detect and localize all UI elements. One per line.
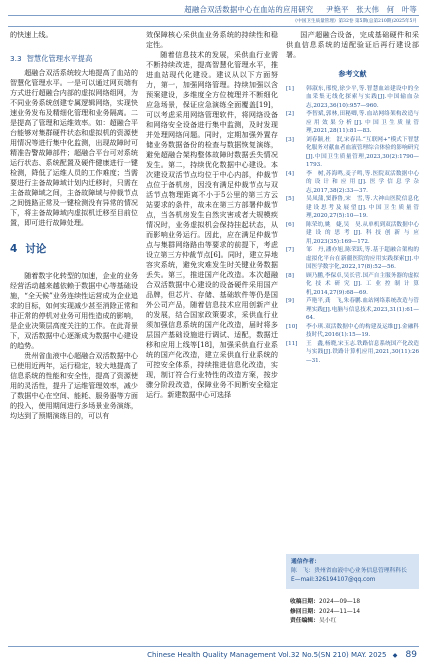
reference-text: 李小琪.双活数据中心的构建及运维[J].金融科技时代,2016(1):15—19. xyxy=(306,323,419,339)
reference-item xyxy=(286,136,419,170)
reference-text: 顾乃鹏,李保卓,吴长营.国产自主服务器的虚拟化技术研究[J].工业控制计算机,2014,27(9):68—69. xyxy=(306,272,419,296)
body-paragraph: 随着信息技术的发展，采供血行业需不断持续改进，提高智慧化管理水平，推进血站现代化建设。建议从以下方面努力，第一，加强网络管理。持续加强以含预案建设，多维度全方位梳理并不断细化应急场景，保证应急演练全面覆盖[19]，可以考虑采用网络管理软件，将网络设备和网络安全设备进行集中监测，及时发现并处理网络问题。同时，定期加强外置存储业务数据备份的检查与数据恢复演练，避免超融合架构整体故障时数据丢失情况发生。第二，持续优化数据中心建设。本次建设双活节点均位于中心内部，仲裁节点位于备机房，因没有满足仲裁节点与双活节点物理距离不小于5公里的第三方云站要求的条件，故未在第三方部署仲裁节点，当各机房发生自然灾害或者大规模疾情况时，业务虚拟机会保持挂起状态，从而影响业务运行。因此，应在满足仲裁节点与集群网络路由等要求的前提下，考虑设立第三方仲裁节点[6]。同时，建立异地容灾系统，避免灾难发生时关键业务数据丢失。第三，推进国产化改造。本次超融合双活数据中心建设的设备硬件采用国产品牌，但芯片、存储、基础软件等仍是国外公司产品，随着信息技术应用创新产业的发展，结合国家政策要求，采供血行业须加强信息系统的国产化改造，届时将多层国产基础设施进行调试、适配，数据迁移和应用上线等[18]，加强采供血行业系统的国产化改造，建立采供血行业系统的可控安全体系，持续推进信息化改造，实现，制订符合行业特性的改造方案，按步骤分阶段改造，保障业务不间断安全稳定运行。新建数据中心可选择 xyxy=(146,50,278,399)
references-heading: 参考文献 xyxy=(338,70,367,78)
references-list xyxy=(286,85,419,366)
reference-number: [2] xyxy=(286,111,294,118)
reference-text: 邹 丹,潘亦旭,陈荣跃,等.基于超融合架构的虚拟化平台在新疆医院的应用实践探索[J].中国医学数字化,2022,17(8):52—56. xyxy=(306,247,419,271)
reference-text: 李智斌,郭林,田秘卿,等.血站网络架构改造与应用效果分析[J].中国卫生质量管理,2021,28(11):81—83. xyxy=(306,111,419,135)
right-column xyxy=(286,30,419,365)
reference-number: [9] xyxy=(286,298,294,305)
subsection-heading xyxy=(10,54,138,64)
article-title: 超融合双活数据中心在血站的应用研究 xyxy=(184,5,314,14)
body-paragraph: 贵州省血液中心超融合双活数据中心已使用近两年，运行稳定，较大地提高了信息系统的性能和安全性，提高了资源使用的灵活性，提升了运维管理效率，减少了数据中心在空间、能耗、服务器等方面的投入，使用期间进行多场景业务演练，均达到了预期演练目的，可以有 xyxy=(10,351,138,421)
body-paragraph: 超融合双活系统较大地提高了血站的智慧化管理水平。一是可以通过网页端有方式进行超融合内部的虚拟网络组网，为不同业务系统创建专属逻辑网络，实现快速业务发布及精细化管理和业务隔离。二是提高了管理和运维效率。如：超融合平台能够对集群硬件状态和虚拟机的资源使用情况等进行集中化监测，出现故障时可精准告警故障部件；超融合平台可对系统运行状态、系统配置及硬件健康进行一键检测，降低了运维人员的工作难度；当需要进行主备故障域计划内迁移时，只需在主备故障域之间，主备故障域与仲裁节点之间链路正常及一键检测没有异常的情况下，将主备故障域内虚拟机迁移至目前位置，即可进行故障处理。 xyxy=(10,68,138,228)
footer-journal: Chinese Health Quality Management xyxy=(147,651,276,659)
reference-number: [4] xyxy=(286,170,294,177)
reference-item xyxy=(286,221,419,247)
reference-number: [10] xyxy=(286,323,298,330)
reference-number: [6] xyxy=(286,221,294,228)
body-paragraph: 的快速上线。 xyxy=(10,30,53,39)
corresponding-author-box xyxy=(286,554,419,589)
footer-rule xyxy=(8,646,419,647)
article-authors: 尹艳平 张大伟 何 叶等 xyxy=(325,5,417,14)
contact-email[interactable]: E—mail:326194107@qq.com xyxy=(291,576,376,583)
reference-number: [8] xyxy=(286,272,294,279)
footer-volume: Vol.32 No.5(SN 210) xyxy=(278,651,349,659)
section-heading xyxy=(10,242,138,257)
body-paragraph: 效保障核心采供血业务系统的持续性和稳定性。 xyxy=(146,30,278,49)
reference-item xyxy=(286,170,419,196)
reference-text: 芦艳平,龚 飞,朱春鹏.血站网络系统改造与管理实践[J].电脑与信息技术,2023,31(1):61—64. xyxy=(306,298,419,322)
reference-item xyxy=(286,340,419,366)
reference-text: 刘春颖,杜 泯,宋春昌.“互联网+”模式下智慧化服务对献血者血液管理综合体验的影响研究[J].中国卫生质量管理,2023,30(2):1790—1793. xyxy=(306,136,419,169)
page-footer xyxy=(147,650,417,660)
reference-item xyxy=(286,246,419,272)
reference-number: [7] xyxy=(286,247,294,254)
running-title xyxy=(184,4,417,15)
contact-author: 陈 飞：贵州省血液中心业务信息管理科科长 xyxy=(291,567,407,574)
reference-text: 韩淑东,邢悦,徐少平,等.智慧血站建设中的全血采集无线化探索与实践[J].中国输血杂志,2023,36(10):957—960. xyxy=(306,85,419,109)
journal-reference: 《中国卫生质量管理》第32卷 第5期(总第210期)2025年5月 xyxy=(292,19,417,24)
reference-number: [5] xyxy=(286,196,294,203)
page-number: 89 xyxy=(405,650,417,660)
subsection-number: 3.3 xyxy=(10,54,22,63)
reference-item xyxy=(286,323,419,340)
reference-item xyxy=(286,297,419,323)
left-column xyxy=(10,30,138,421)
reference-item xyxy=(286,110,419,136)
section-number: 4 xyxy=(10,243,18,256)
date-received: 收稿日期：2024—09—18 xyxy=(290,599,361,605)
reference-text: 王 鑫,杨晓,宋玉志.铁路信息系统国产化改造与实践[J].铁路计算机应用,2021,30(11):26—31. xyxy=(306,340,419,364)
editorial-dates xyxy=(290,598,419,627)
contact-title: 通信作者： xyxy=(291,559,320,565)
reference-text: 吴凤蒲,窦静鲁,宋 雪,等.大神山医院信息化建设思考及展望[J].中国卫生质量管理,2020,27(5):10—19. xyxy=(306,196,419,220)
reference-item xyxy=(286,85,419,111)
diamond-icon: ◆ xyxy=(392,652,398,659)
date-revised: 修回日期：2024—11—14 xyxy=(290,608,361,615)
reference-item xyxy=(286,195,419,221)
section-title: 讨论 xyxy=(25,243,47,256)
reference-number: [1] xyxy=(286,85,294,92)
middle-column xyxy=(146,30,278,400)
header-rule-secondary xyxy=(8,26,419,27)
reference-item xyxy=(286,272,419,298)
subsection-title: 智慧化管理水平提高 xyxy=(26,54,93,63)
reference-text: 陈荣幼,姚 婕,吴 昊.从单机到双活数据中心建设的思考[J].科技创新与应用,2023(35):169—172. xyxy=(306,221,419,245)
responsible-editor: 责任编辑：吴小红 xyxy=(290,618,337,625)
reference-text: 李 树,苏海鸣,麦子鸣,等.医院双活数据中心的设计和应用[J].医学信息学杂志,2017,38(2):33—37. xyxy=(306,170,419,194)
body-paragraph: 国产超融合设备，完成基础硬件和采供血信息系统的适配验证后再行建设部署。 xyxy=(286,30,419,59)
header-rule xyxy=(8,15,419,16)
footer-date: MAY. 2025 xyxy=(351,651,387,659)
reference-number: [3] xyxy=(286,136,294,143)
reference-number: [11] xyxy=(286,340,298,347)
body-paragraph: 随着数字化转型的加速，企业的业务经营活动越来越依赖于数据中心等基础设施，“全天候”业务连续性运营成为企业追求的目标，如何实现减少甚至消除正常和非正常的停机对业务可用性造成的影响，是企业决策层高度关注的工作。在此背景下，双活数据中心逐渐成为数据中心建设的趋势。 xyxy=(10,271,138,351)
